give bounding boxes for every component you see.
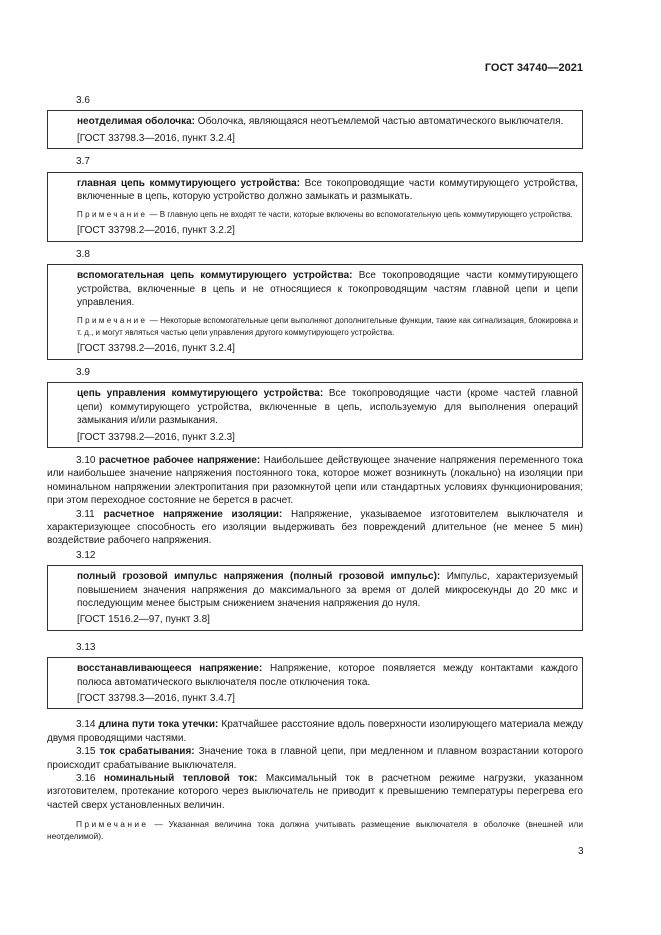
clause-3-10: 3.10 расчетное рабочее напряжение: Наибольшее действующее значение напряжения переменного тока или наибольшее значение напряжения постоянного тока, которое может возникнуть (локально) на изоляции при номинальном напряжении электропитания при разомкнутой цепи или стандартных условиях функционирования; при этом переходное состояние не берется в расчет. <box>47 454 583 507</box>
term: восстанавливающееся напряжение: <box>77 663 263 675</box>
definition-box-3-13 <box>47 657 583 709</box>
clause-3-15: 3.15 ток срабатывания: Значение тока в главной цепи, при медленном и плавном возрастании которого происходит срабатывание выключателя. <box>47 746 584 771</box>
definition-text: неотделимая оболочка: Оболочка, являющаяся неотъемлемой частью автоматического выключателя. <box>77 116 564 128</box>
clause-3-16: 3.16 номинальный тепловой ток: Максимальный ток в расчетном режиме нагрузки, указанном изготовителем, протекание которого через выключатель не приводит к превышению температуры перегрева его частей сверх установленных величин. <box>47 773 583 811</box>
term: неотделимая оболочка: <box>77 116 196 128</box>
term: главная цепь коммутирующего устройства: <box>77 177 301 189</box>
final-note: Примечание — Указанная величина тока должна учитывать размещение выключателя в оболочке (внешней или неотделимой). <box>47 819 583 842</box>
clause-number: 3.7 <box>76 156 90 168</box>
definition-box-3-9 <box>47 382 583 448</box>
term: ток срабатывания: <box>99 746 195 758</box>
definition-box-3-7 <box>47 172 583 242</box>
page-number: 3 <box>578 846 584 857</box>
reference: [ГОСТ 1516.2—97, пункт 3.8] <box>77 614 210 626</box>
note: Примечание — В главную цепь не входят те части, которые включены во вспомогательную цепь коммутирующего устройства. <box>77 210 573 220</box>
definition-box-3-6 <box>47 110 583 149</box>
definition-text: вспомогательная цепь коммутирующего устройства: Все токопроводящие части коммутирующего устройства, включенные в цепь и не относящиеся к токопроводящим частям главной цепи и цепи управления. <box>77 270 578 309</box>
term: полный грозовой импульс напряжения (полный грозовой импульс): <box>77 571 441 583</box>
term: расчетное напряжение изоляции: <box>103 508 283 520</box>
term: цепь управления коммутирующего устройства: <box>77 388 324 400</box>
page-content <box>47 93 583 843</box>
term: вспомогательная цепь коммутирующего устройства: <box>77 270 353 282</box>
reference: [ГОСТ 33798.3—2016, пункт 3.2.4] <box>77 132 235 144</box>
clause-number: 3.12 <box>76 549 96 561</box>
clause-number: 3.9 <box>76 366 90 378</box>
reference: [ГОСТ 33798.2—2016, пункт 3.2.4] <box>77 343 235 355</box>
clause-number: 3.8 <box>76 248 90 260</box>
reference: [ГОСТ 33798.2—2016, пункт 3.2.2] <box>77 225 235 237</box>
definition-text: полный грозовой импульс напряжения (полный грозовой импульс): Импульс, характеризуемый повышением значения напряжения до максимального за время от долей микросекунды до 20 мкс и последующим менее быстрым снижением значения напряжения до нуля. <box>77 571 578 609</box>
clause-3-14: 3.14 длина пути тока утечки: Кратчайшее расстояние вдоль поверхности изолирующего материала между двумя проводящими частями. <box>47 719 583 744</box>
clause-number: 3.6 <box>76 95 90 106</box>
definition-box-3-8 <box>47 264 583 360</box>
note-label: Примечание <box>76 819 149 830</box>
definition-text: цепь управления коммутирующего устройства: Все токопроводящие части (кроме частей главной цепи) коммутирующего устройства, включенные в цепь, используемую для выполнения операций замыкания и/или размыкания. <box>77 388 578 427</box>
document-header: ГОСТ 34740—2021 <box>484 62 583 74</box>
note-label: Примечание <box>77 316 148 326</box>
reference: [ГОСТ 33798.2—2016, пункт 3.2.3] <box>77 431 235 443</box>
reference: [ГОСТ 33798.3—2016, пункт 3.4.7] <box>77 693 235 704</box>
term: расчетное рабочее напряжение: <box>98 454 261 466</box>
definition-text: восстанавливающееся напряжение: Напряжение, которое появляется между контактами каждого полюса автоматического выключателя после отключения тока. <box>77 663 578 688</box>
definition-box-3-12 <box>47 565 583 631</box>
definition-text: главная цепь коммутирующего устройства: Все токопроводящие части коммутирующего устройства, включенные в цепь, которую устройство должно замыкать и размыкать. <box>77 177 578 203</box>
term: номинальный тепловой ток: <box>103 773 258 785</box>
note-label: Примечание <box>77 210 148 220</box>
note: Примечание — Некоторые вспомогательные цепи выполняют дополнительные функции, такие как сигнализация, блокировка и т. д., и могут являться частью цепи управления другого коммутирующего устройства. <box>77 316 578 338</box>
clause-3-11: 3.11 расчетное напряжение изоляции: Напряжение, указываемое изготовителем выключателя и характеризующее способность его изоляции выдерживать без повреждений длительное (не менее 5 мин) воздействие рабочего напряжения. <box>47 508 583 547</box>
clause-number: 3.13 <box>76 641 96 653</box>
term: длина пути тока утечки: <box>98 719 219 731</box>
